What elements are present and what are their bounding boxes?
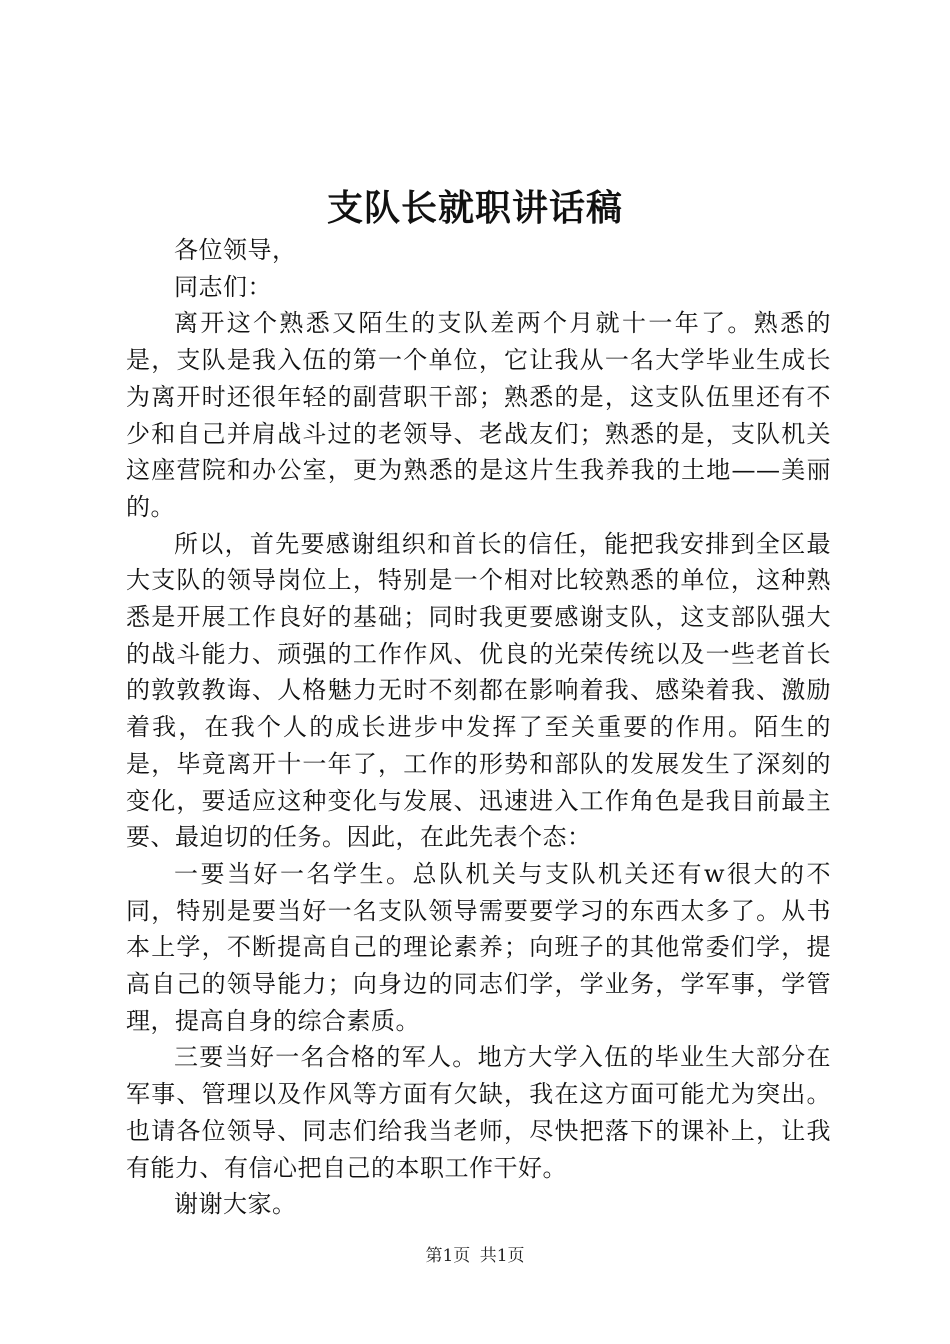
document-title: 支队长就职讲话稿 xyxy=(326,187,623,229)
paragraph-familiar: 离开这个熟悉又陌生的支队差两个月就十一年了。熟悉的是，支队是我入伍的第一个单位，它让我从一名大学毕业生成长为离开时还很年轻的副营职干部；熟悉的是，这支队伍里还有不少和自己并肩战斗过的老领导、老战友们；熟悉的是，支队机关这座营院和办公室，更为熟悉的是这片生我养我的土地——美丽的。 xyxy=(126,309,831,521)
page-number: 第1页 xyxy=(425,1246,471,1266)
document-body xyxy=(126,232,831,1223)
paragraph-student: 一要当好一名学生。总队机关与支队机关还有w很大的不同，特别是要当好一名支队领导需要要学习的东西太多了。从书本上学，不断提高自己的理论素养；向班子的其他常委们学，提高自己的领导能力；向身边的同志们学，学业务，学军事，学管理，提高自身的综合素质。 xyxy=(126,859,831,1035)
salutation-comrades: 同志们： xyxy=(174,272,272,301)
paragraph-gratitude: 所以，首先要感谢组织和首长的信任，能把我安排到全区最大支队的领导岗位上，特别是一个相对比较熟悉的单位，这种熟悉是开展工作良好的基础；同时我更要感谢支队，这支部队强大的战斗能力、顽强的工作作风、优良的光荣传统以及一些老首长的敦敦教诲、人格魅力无时不刻都在影响着我、感染着我、激励着我，在我个人的成长进步中发挥了至关重要的作用。陌生的是，毕竟离开十一年了，工作的形势和部队的发展发生了深刻的变化，要适应这种变化与发展、迅速进入工作角色是我目前最主要、最迫切的任务。因此，在此先表个态： xyxy=(126,529,831,852)
page-total: 共1页 xyxy=(479,1246,525,1266)
salutation-leaders: 各位领导， xyxy=(174,236,297,264)
page-footer xyxy=(0,1244,950,1268)
closing-thanks: 谢谢大家。 xyxy=(174,1190,297,1219)
paragraph-soldier: 三要当好一名合格的军人。地方大学入伍的毕业生大部分在军事、管理以及作风等方面有欠缺，我在这方面可能尤为突出。也请各位领导、同志们给我当老师，尽快把落下的课补上，让我有能力、有信心把自己的本职工作干好。 xyxy=(126,1043,831,1182)
